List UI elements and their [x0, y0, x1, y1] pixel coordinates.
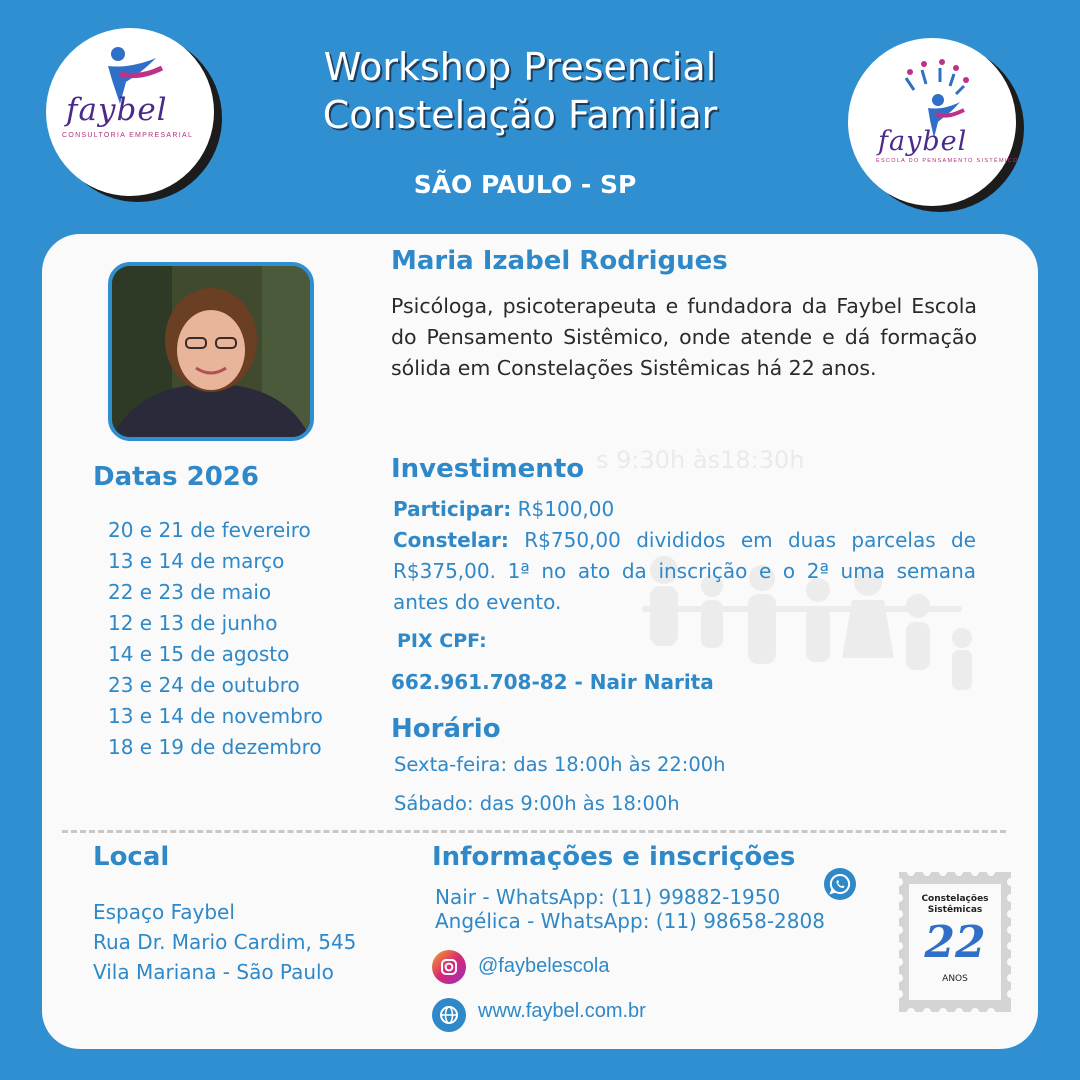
- constelar-label: Constelar:: [393, 528, 509, 552]
- figures-circle-icon: [848, 38, 1016, 206]
- presenter-portrait-icon: [112, 266, 310, 437]
- presenter-photo: [108, 262, 314, 441]
- city-label: SÃO PAULO - SP: [413, 170, 637, 199]
- stamp-number: 22: [924, 917, 986, 968]
- participate-value: R$100,00: [517, 497, 615, 521]
- logo-right-subtitle: ESCOLA DO PENSAMENTO SISTÊMICO: [876, 158, 1019, 164]
- faybel-escola-logo: [848, 38, 1019, 206]
- dates-heading: Datas 2026: [93, 462, 259, 492]
- page-title-line1: Workshop Presencial: [323, 45, 717, 89]
- date-item: 12 e 13 de junho: [108, 611, 278, 635]
- schedule-friday: Sexta-feira: das 18:00h às 22:00h: [394, 753, 726, 776]
- stamp-anos: ANOS: [942, 974, 968, 984]
- date-item: 20 e 21 de fevereiro: [108, 518, 311, 542]
- logo-left-subtitle: CONSULTORIA EMPRESARIAL: [62, 132, 194, 139]
- constelar-line: [393, 525, 976, 618]
- date-item: 14 e 15 de agosto: [108, 642, 290, 666]
- 22-years-stamp: [897, 870, 1013, 1014]
- stamp-line2: Sistêmicas: [927, 905, 983, 915]
- instagram-icon[interactable]: [432, 950, 466, 984]
- pix-value: 662.961.708-82 - Nair Narita: [391, 670, 714, 694]
- logo-right-word: faybel: [878, 126, 968, 157]
- faybel-consultoria-logo: [46, 28, 214, 196]
- presenter-name: Maria Izabel Rodrigues: [391, 246, 728, 276]
- page-title-line2: Constelação Familiar: [322, 93, 718, 137]
- date-item: 18 e 19 de dezembro: [108, 735, 322, 759]
- investment-details: [393, 494, 976, 618]
- presenter-bio: Psicóloga, psicoterapeuta e fundadora da Faybel Escola do Pensamento Sistêmico, onde atende e dá formação sólida em Constelações Sistêmicas há 22 anos.: [391, 294, 977, 380]
- pix-label: PIX CPF:: [397, 630, 487, 652]
- location-heading: Local: [93, 842, 170, 872]
- whatsapp-icon[interactable]: [824, 868, 856, 900]
- schedule-saturday: Sábado: das 9:00h às 18:00h: [394, 792, 680, 815]
- instagram-handle[interactable]: @faybelescola: [478, 955, 610, 977]
- stamp-line1: Constelações: [921, 894, 989, 904]
- date-item: 13 e 14 de novembro: [108, 704, 323, 728]
- date-item: 23 e 24 de outubro: [108, 673, 300, 697]
- date-item: 22 e 23 de maio: [108, 580, 272, 604]
- participate-line: [393, 494, 976, 525]
- location-line1: Espaço Faybel: [93, 900, 235, 924]
- dates-list: [108, 515, 323, 763]
- location-line3: Vila Mariana - São Paulo: [93, 960, 334, 984]
- website-link[interactable]: www.faybel.com.br: [478, 1000, 646, 1022]
- contact-nair[interactable]: Nair - WhatsApp: (11) 99882-1950: [435, 885, 781, 909]
- info-heading: Informações e inscrições: [432, 842, 796, 872]
- schedule-heading: Horário: [391, 714, 501, 744]
- faded-time-text: s 9:30h às18:30h: [596, 446, 805, 474]
- location-line2: Rua Dr. Mario Cardim, 545: [93, 930, 357, 954]
- participate-label: Participar:: [393, 497, 512, 521]
- investment-heading: Investimento: [391, 454, 585, 484]
- constelar-value: R$750,00 divididos em duas parcelas de R$375,00. 1ª no ato da inscrição e o 2ª uma semana antes do evento.: [393, 528, 976, 614]
- date-item: 13 e 14 de março: [108, 549, 285, 573]
- contact-angelica[interactable]: Angélica - WhatsApp: (11) 98658-2808: [435, 909, 825, 933]
- logo-left-word: faybel: [66, 92, 168, 128]
- globe-icon[interactable]: [432, 998, 466, 1032]
- section-divider: [62, 830, 1006, 833]
